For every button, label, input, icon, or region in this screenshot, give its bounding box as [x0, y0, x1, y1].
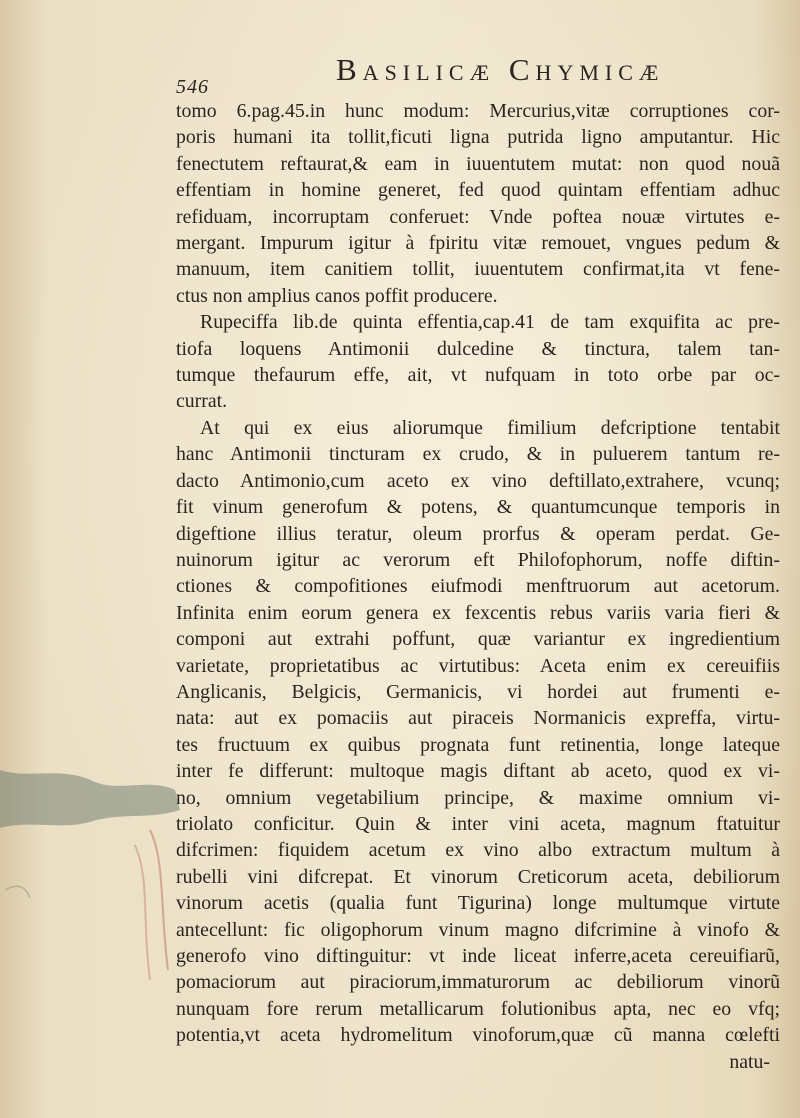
- text-line: rubelli vini difcrepat. Et vinorum Creticorum aceta, debiliorum: [176, 865, 780, 888]
- text-line: refiduam, incorruptam conferuet: Vnde poftea nouæ virtutes e-: [176, 205, 780, 228]
- text-line: no, omnium vegetabilium principe, & maxime omnium vi-: [176, 786, 780, 809]
- text-line: vinorum acetis (qualia funt Tigurina) longe multumque virtute: [176, 892, 780, 915]
- text-line: nuinorum igitur ac verorum eft Philofophorum, noffe diftin-: [176, 548, 780, 571]
- text-line: poris humani ita tollit,ficuti ligna putrida ligno amputantur. Hic: [176, 126, 780, 149]
- text-line: dacto Antimonio,cum aceto ex vino deftillato,extrahere, vcunq;: [176, 469, 780, 492]
- text-line: tumque thefaurum effe, ait, vt nufquam in toto orbe par oc-: [176, 364, 780, 387]
- text-line: nunquam fore rerum metallicarum folutionibus apta, nec eo vfq;: [176, 997, 780, 1020]
- text-line: tes fructuum ex quibus prognata funt retinentia, longe lateque: [176, 733, 780, 756]
- ink-stain-icon: [0, 770, 190, 990]
- running-head: Basilicæ Chymicæ: [336, 52, 665, 87]
- text-line: potentia,vt aceta hydromelitum vinoforum,quæ cũ manna cœlefti: [176, 1024, 780, 1047]
- text-line: natu-: [729, 1050, 770, 1073]
- text-line: digeftione illius teratur, oleum prorfus & operam perdat. Ge-: [176, 522, 780, 545]
- text-line: manuum, item canitiem tollit, iuuentutem confirmat,ita vt fene-: [176, 258, 780, 281]
- text-line: At qui ex eius aliorumque fimilium defcriptione tentabit: [200, 416, 780, 439]
- text-line: effentiam in homine generet, fed quod quintam effentiam adhuc: [176, 179, 780, 202]
- page-number: 546: [176, 76, 209, 98]
- text-line: inter fe differunt: multoque magis diftant ab aceto, quod ex vi-: [176, 760, 780, 783]
- text-line: antecellunt: fic oligophorum vinum magno difcrimine à vinofo &: [176, 918, 780, 941]
- text-line: ctiones & compofitiones eiufmodi menftruorum aut acetorum.: [176, 575, 780, 598]
- text-line: componi aut extrahi poffunt, quæ variantur ex ingredientium: [176, 628, 780, 651]
- body-text: [176, 98, 780, 1075]
- text-line: generofo vino diftinguitur: vt inde liceat inferre,aceta cereuifiarũ,: [176, 945, 780, 967]
- text-line: Rupeciffa lib.de quinta effentia,cap.41 de tam exquifita ac pre-: [200, 311, 780, 334]
- text-line: pomaciorum aut piraciorum,immaturorum ac debiliorum vinorũ: [176, 971, 780, 994]
- text-line: ctus non amplius canos poffit producere.: [176, 284, 498, 307]
- page-header: [176, 50, 796, 98]
- text-line: mergant. Impurum igitur à fpiritu vitæ remouet, vngues pedum &: [176, 232, 780, 255]
- text-line: hanc Antimonii tincturam ex crudo, & in puluerem tantum re-: [176, 443, 780, 466]
- text-line: triolato conficitur. Quin & inter vini aceta, magnum ftatuitur: [176, 812, 780, 835]
- text-line: tomo 6.pag.45.in hunc modum: Mercurius,vitæ corruptiones cor-: [176, 100, 780, 122]
- text-line: fit vinum generofum & potens, & quantumcunque temporis in: [176, 496, 780, 519]
- text-line: difcrimen: fiquidem acetum ex vino albo extractum multum à: [176, 839, 780, 862]
- text-line: Anglicanis, Belgicis, Germanicis, vi hordei aut frumenti e-: [176, 680, 780, 703]
- text-line: nata: aut ex pomaciis aut piraceis Normanicis expreffa, virtu-: [176, 707, 780, 730]
- text-line: tiofa loquens Antimonii dulcedine & tinctura, talem tan-: [176, 337, 780, 360]
- text-line: currat.: [176, 390, 228, 413]
- text-line: fenectutem reftaurat,& eam in iuuentutem mutat: non quod nouã: [176, 152, 780, 175]
- text-line: Infinita enim eorum genera ex fexcentis rebus variis varia fieri &: [176, 601, 780, 624]
- text-line: varietate, proprietatibus ac virtutibus: Aceta enim ex cereuifiis: [176, 654, 780, 677]
